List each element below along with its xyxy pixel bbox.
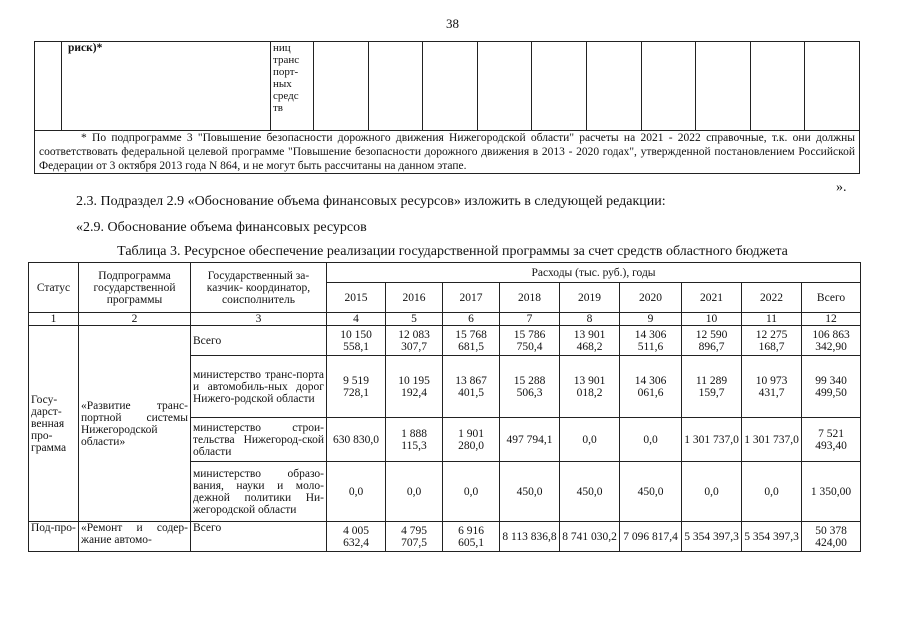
column-number: 9: [620, 313, 682, 326]
year-header: 2022: [742, 283, 802, 313]
year-header: 2021: [682, 283, 742, 313]
value-cell: 12 590 896,7: [682, 326, 742, 356]
value-cell: 13 901 018,2: [560, 356, 620, 418]
status-cell: Госу-дарст-венная про-грамма: [29, 326, 79, 522]
value-cell: 1 901 280,0: [443, 418, 500, 462]
value-cell: 8 741 030,2: [560, 522, 620, 552]
value-cell: 15 288 506,3: [500, 356, 560, 418]
customer-cell: министерство образо-вания, науки и моло-дежной политики Ни-жегородской области: [191, 462, 327, 522]
total-header: Всего: [802, 283, 861, 313]
value-cell: 0,0: [327, 462, 386, 522]
value-cell: 10 195 192,4: [386, 356, 443, 418]
column-number: 12: [802, 313, 861, 326]
value-cell: 5 354 397,3: [742, 522, 802, 552]
header-expenses: Расходы (тыс. руб.), годы: [327, 263, 861, 283]
paragraph-instruction: 2.3. Подраздел 2.9 «Обоснование объема финансовых ресурсов» изложить в следующей редакции:: [76, 194, 666, 209]
value-cell: 1 301 737,0: [742, 418, 802, 462]
column-number: 2: [79, 313, 191, 326]
value-cell: 4 795 707,5: [386, 522, 443, 552]
year-header: 2017: [443, 283, 500, 313]
year-header: 2018: [500, 283, 560, 313]
column-number: 1: [29, 313, 79, 326]
year-header: 2016: [386, 283, 443, 313]
header-subprogram: Подпрограмма государственной программы: [79, 263, 191, 313]
value-cell: 6 916 605,1: [443, 522, 500, 552]
column-number: 8: [560, 313, 620, 326]
column-number: 7: [500, 313, 560, 326]
closing-mark: ».: [836, 180, 847, 195]
customer-cell: Всего: [191, 326, 327, 356]
total-cell: 1 350,00: [802, 462, 861, 522]
section-heading: «2.9. Обоснование объема финансовых ресурсов: [76, 220, 367, 235]
value-cell: 14 306 061,6: [620, 356, 682, 418]
total-cell: 99 340 499,50: [802, 356, 861, 418]
column-number: 6: [443, 313, 500, 326]
customer-cell: министерство строи-тельства Нижегород-ской области: [191, 418, 327, 462]
value-cell: 12 275 168,7: [742, 326, 802, 356]
value-cell: 1 888 115,3: [386, 418, 443, 462]
status-cell: Под-про-: [29, 522, 79, 552]
column-number: 11: [742, 313, 802, 326]
value-cell: 0,0: [620, 418, 682, 462]
column-number: 3: [191, 313, 327, 326]
value-cell: 450,0: [560, 462, 620, 522]
value-cell: 0,0: [443, 462, 500, 522]
value-cell: 0,0: [682, 462, 742, 522]
total-cell: 106 863 342,90: [802, 326, 861, 356]
table-row: [35, 42, 860, 131]
customer-cell: Всего: [191, 522, 327, 552]
resource-table: [28, 262, 861, 552]
value-cell: 10 973 431,7: [742, 356, 802, 418]
column-number: 4: [327, 313, 386, 326]
value-cell: 15 786 750,4: [500, 326, 560, 356]
value-cell: 11 289 159,7: [682, 356, 742, 418]
value-cell: 0,0: [386, 462, 443, 522]
value-cell: 15 768 681,5: [443, 326, 500, 356]
page-number: 38: [446, 16, 459, 31]
subprogram-cell: «Ремонт и содер-жание автомо-: [79, 522, 191, 552]
table-row: [29, 326, 861, 356]
column-numbers-row: [29, 313, 861, 326]
value-cell: 1 301 737,0: [682, 418, 742, 462]
value-cell: 497 794,1: [500, 418, 560, 462]
top-row-cell-1: риск)*: [62, 42, 271, 131]
customer-cell: министерство транс-порта и автомобиль-ных дорог Нижего-родской области: [191, 356, 327, 418]
value-cell: 13 901 468,2: [560, 326, 620, 356]
column-number: 10: [682, 313, 742, 326]
subprogram-cell: «Развитие транс-портной системы Нижегородской области»: [79, 326, 191, 522]
header-status: Статус: [29, 263, 79, 313]
value-cell: 8 113 836,8: [500, 522, 560, 552]
header-row: [29, 263, 861, 283]
value-cell: 450,0: [500, 462, 560, 522]
year-header: 2015: [327, 283, 386, 313]
value-cell: 630 830,0: [327, 418, 386, 462]
value-cell: 10 150 558,1: [327, 326, 386, 356]
value-cell: 13 867 401,5: [443, 356, 500, 418]
value-cell: 450,0: [620, 462, 682, 522]
year-header: 2019: [560, 283, 620, 313]
value-cell: 0,0: [742, 462, 802, 522]
year-header: 2020: [620, 283, 682, 313]
value-cell: 5 354 397,3: [682, 522, 742, 552]
value-cell: 7 096 817,4: [620, 522, 682, 552]
previous-table-fragment: [34, 41, 860, 131]
value-cell: 9 519 728,1: [327, 356, 386, 418]
top-row-cell-2: ниц транс порт- ных средс тв: [271, 42, 314, 131]
value-cell: 0,0: [560, 418, 620, 462]
footnote: * По подпрограмме 3 "Повышение безопасности дорожного движения Нижегородской области" расчеты на 2021 - 2022 справочные, т.к. они должны соответствовать федеральной целевой программе "Повышение безопасности дорожного движения в 2013 - 2020 годах", утвержденной постановлением Российской Федерации от 3 октября 2013 года N 864, и не могут быть рассчитаны на данном этапе.: [34, 130, 860, 174]
column-number: 5: [386, 313, 443, 326]
total-cell: 7 521 493,40: [802, 418, 861, 462]
header-customer: Государственный за-казчик- координатор, соисполнитель: [191, 263, 327, 313]
value-cell: 12 083 307,7: [386, 326, 443, 356]
value-cell: 4 005 632,4: [327, 522, 386, 552]
table-row: [29, 522, 861, 552]
table-caption: Таблица 3. Ресурсное обеспечение реализации государственной программы за счет средств областного бюджета: [117, 244, 788, 259]
value-cell: 14 306 511,6: [620, 326, 682, 356]
total-cell: 50 378 424,00: [802, 522, 861, 552]
